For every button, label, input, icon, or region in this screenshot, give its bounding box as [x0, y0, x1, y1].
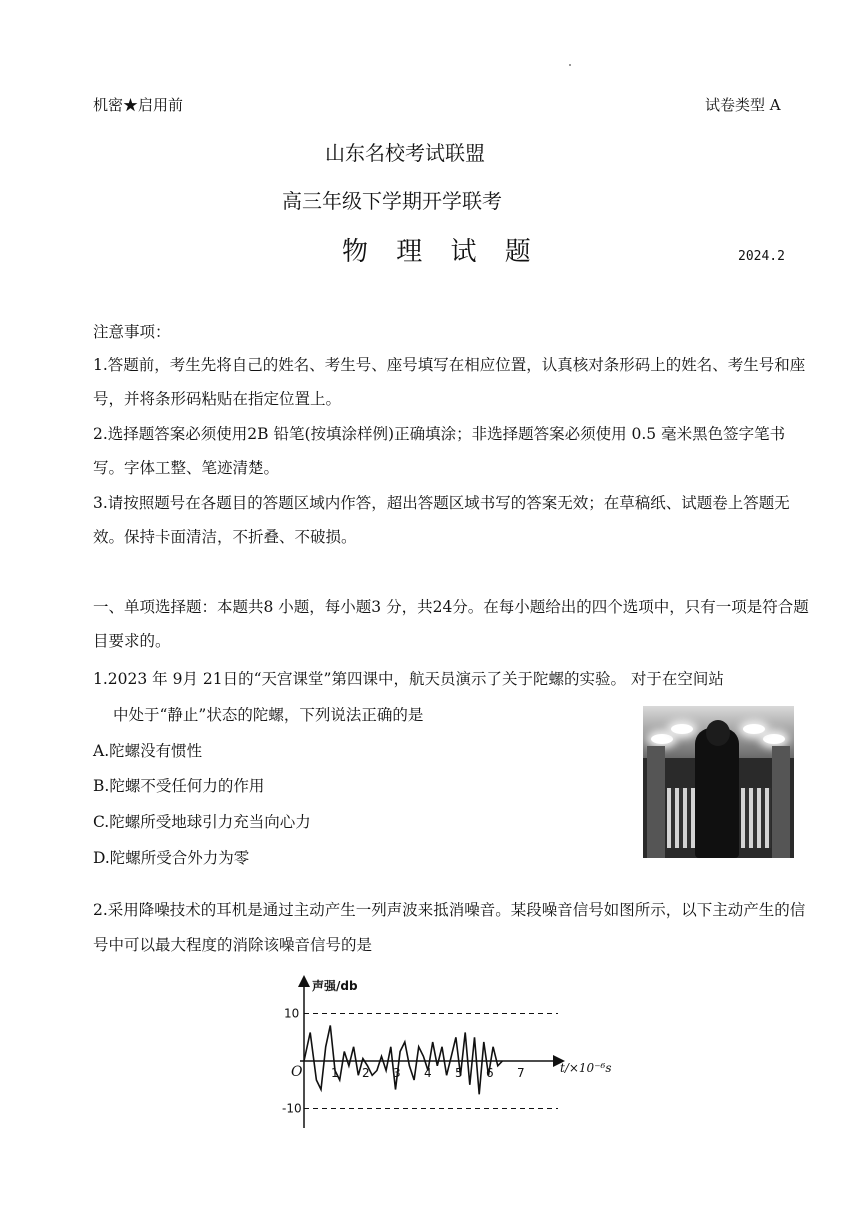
origin-label: O [291, 1064, 303, 1080]
noise-signal-chart [270, 968, 630, 1138]
q1-option-a: A.陀螺没有惯性 [93, 742, 203, 760]
exam-title: 高三年级下学期开学联考 [282, 189, 502, 213]
q1-option-c: C.陀螺所受地球引力充当向心力 [93, 813, 311, 831]
x-axis-label: t/×10⁻⁶s [560, 1061, 612, 1075]
noise-signal-line [304, 1025, 502, 1094]
x-tick-label: 6 [486, 1066, 494, 1080]
y-tick-label: -10 [282, 1101, 302, 1116]
x-tick-label: 1 [331, 1066, 339, 1080]
section-heading: 一、单项选择题：本题共8 小题，每小题3 分，共24分。在每小题给出的四个选项中，只有一项是符合题目要求的。 [93, 598, 809, 650]
y-axis-label: 声强/db [312, 979, 358, 993]
exam-date: 2024.2 [738, 249, 785, 264]
x-tick-label: 3 [393, 1066, 401, 1080]
y-tick-label: 10 [284, 1006, 300, 1021]
x-tick-label: 2 [362, 1066, 370, 1080]
subject-title: 物 理 试 题 [342, 237, 541, 267]
x-tick-label: 7 [517, 1066, 525, 1080]
paper-type-label: 试卷类型 A [705, 96, 781, 114]
x-tick-label: 5 [455, 1066, 463, 1080]
astronaut-gyroscope-photo [643, 706, 794, 858]
confidential-label: 机密★启用前 [93, 96, 184, 114]
question-2-stem: 2.采用降噪技术的耳机是通过主动产生一列声波来抵消噪音。某段噪音信号如图所示，以下主动产生的信 [93, 901, 806, 919]
organization-title: 山东名校考试联盟 [325, 141, 485, 165]
note-item-1: 1.答题前，考生先将自己的姓名、考生号、座号填写在相应位置，认真核对条形码上的姓名、考生号和座号，并将条形码粘贴在指定位置上。 [93, 356, 806, 408]
q1-option-b: B.陀螺不受任何力的作用 [93, 777, 265, 795]
question-1-stem-cont: 中处于“静止”状态的陀螺，下列说法正确的是 [113, 706, 424, 724]
notes-title: 注意事项： [93, 323, 171, 341]
note-item-3: 3.请按照题号在各题目的答题区域内作答，超出答题区域书写的答案无效；在草稿纸、试题卷上答题无效。保持卡面清洁，不折叠、不破损。 [93, 494, 790, 546]
question-2-stem-cont: 号中可以最大程度的消除该噪音信号的是 [93, 936, 373, 954]
question-1-stem: 1.2023 年 9月 21日的“天宫课堂”第四课中，航天员演示了关于陀螺的实验。 对于在空间站 [93, 670, 724, 688]
x-tick-label: 4 [424, 1066, 432, 1080]
q1-option-d: D.陀螺所受合外力为零 [93, 849, 250, 867]
scan-dot [569, 64, 571, 66]
note-item-2: 2.选择题答案必须使用2B 铅笔(按填涂样例)正确填涂；非选择题答案必须使用 0.5 毫米黑色签字笔书写。字体工整、笔迹清楚。 [93, 425, 786, 477]
